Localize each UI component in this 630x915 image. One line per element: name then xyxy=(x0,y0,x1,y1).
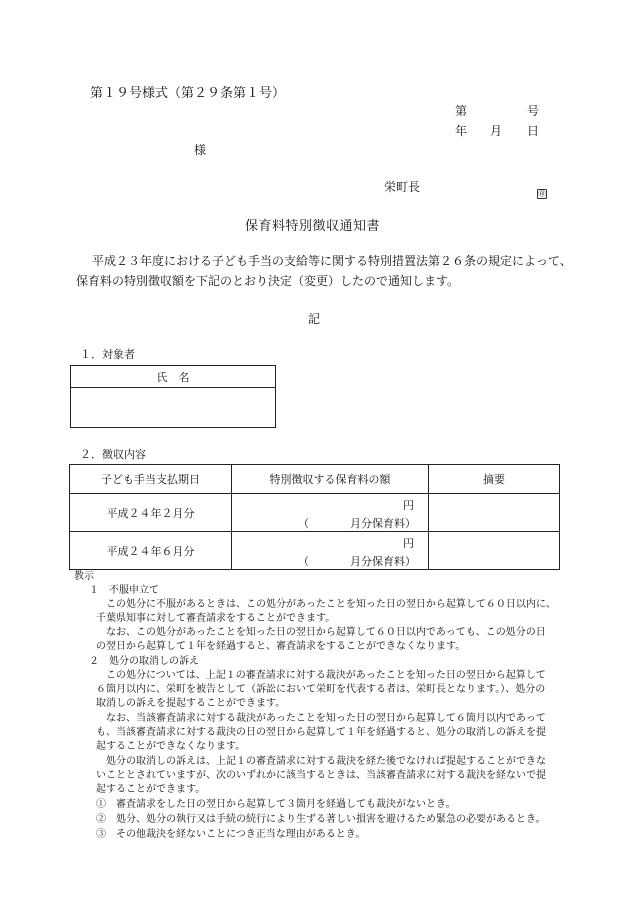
paren-open: （ xyxy=(298,555,309,568)
name-header: 氏 名 xyxy=(71,366,276,388)
note2-text: なお、当該審査請求に対する裁決があったことを知った日の翌日から起算して６箇月以内であって xyxy=(106,713,546,724)
note2-title: ２ 処分の取消しの訴え xyxy=(89,656,199,667)
row-amount xyxy=(232,494,429,532)
note1-text: この処分に不服があるときは、この処分があったことを知った日の翌日から起算して６０日以内に、 xyxy=(106,599,556,610)
date-year: 年 xyxy=(455,124,468,138)
intro-line-2: 保育料の特別徴収額を下記のとおり決定（変更）したので通知します。 xyxy=(76,274,460,288)
section2-heading: ２．徴収内容 xyxy=(80,448,146,461)
ki-mark: 記 xyxy=(308,312,321,326)
recipient-honorific: 様 xyxy=(194,143,207,157)
row-date: 平成２４年２月分 xyxy=(70,494,232,532)
note2-text: 起することができます。 xyxy=(96,784,206,795)
row-remark xyxy=(429,532,560,570)
month-note: 月分保育料） xyxy=(350,517,416,530)
circle-item: ② 処分、処分の執行又は手続の続行により生ずる著しい損害を避けるため緊急の必要があるとき。 xyxy=(96,814,546,825)
note1-text: 千葉県知事に対して審査請求をすることができます。 xyxy=(96,613,336,624)
date-month: 月 xyxy=(490,124,503,138)
form-number: 第１９号様式（第２９条第１号） xyxy=(90,86,286,101)
row-amount xyxy=(232,532,429,570)
collection-table xyxy=(69,464,560,570)
circle-item: ① 審査請求をした日の翌日から起算して３箇月を経過しても裁決がないとき。 xyxy=(96,799,456,810)
col-remarks: 摘要 xyxy=(429,465,560,494)
table-row xyxy=(70,494,560,532)
yen-label: 円 xyxy=(403,537,414,550)
name-value-cell xyxy=(71,388,276,428)
intro-line-1: 平成２３年度における子ども手当の支給等に関する特別措置法第２６条の規定によって、 xyxy=(92,254,572,268)
kyoji-heading: 教示 xyxy=(74,571,94,582)
col-payment-date: 子ども手当支払期日 xyxy=(70,465,232,494)
circle-item: ③ その他裁決を経ないことにつき正当な理由があるとき。 xyxy=(96,829,366,840)
table-row xyxy=(70,532,560,570)
note2-text: 取消しの訴えを提起することができます。 xyxy=(96,698,286,709)
seal-mark: ㊞ xyxy=(538,190,546,198)
note2-text: いこととされていますが、次のいずれかに該当するときは、当該審査請求に対する裁決を経ないで提 xyxy=(96,770,546,781)
note2-text: も、当該審査請求に対する裁決の日の翌日から起算して１年を経過すると、処分の取消しの訴えを提 xyxy=(96,727,546,738)
paren-open: （ xyxy=(298,517,309,530)
note1-title: １ 不服申立て xyxy=(89,585,159,596)
note1-text: なお、この処分があったことを知った日の翌日から起算して６０日以内であっても、この処分の日 xyxy=(106,627,546,638)
target-person-table xyxy=(70,365,276,428)
note2-text: 処分の取消しの訴えは、上記１の審査請求に対する裁決を経た後でなければ提起することができな xyxy=(106,756,546,767)
date-day: 日 xyxy=(527,124,540,138)
note2-text: 起することができなくなります。 xyxy=(96,741,246,752)
note1-text: の翌日から起算して１年を経過すると、審査請求をすることができなくなります。 xyxy=(96,641,466,652)
page-title: 保育料特別徴収通知書 xyxy=(245,219,381,234)
issuer-name: 栄町長 xyxy=(384,180,421,194)
doc-number-dai: 第 xyxy=(455,104,468,118)
yen-label: 円 xyxy=(403,499,414,512)
note2-text: この処分については、上記１の審査請求に対する裁決があったことを知った日の翌日から起算して xyxy=(106,670,546,681)
note2-text: ６箇月以内に、栄町を被告として（訴訟において栄町を代表する者は、栄町長となります。）、処分の xyxy=(96,684,546,695)
row-remark xyxy=(429,494,560,532)
col-amount: 特別徴収する保育料の額 xyxy=(232,465,429,494)
section1-heading: １．対象者 xyxy=(80,348,135,361)
doc-number-go: 号 xyxy=(527,104,540,118)
row-date: 平成２４年６月分 xyxy=(70,532,232,570)
month-note: 月分保育料） xyxy=(350,555,416,568)
